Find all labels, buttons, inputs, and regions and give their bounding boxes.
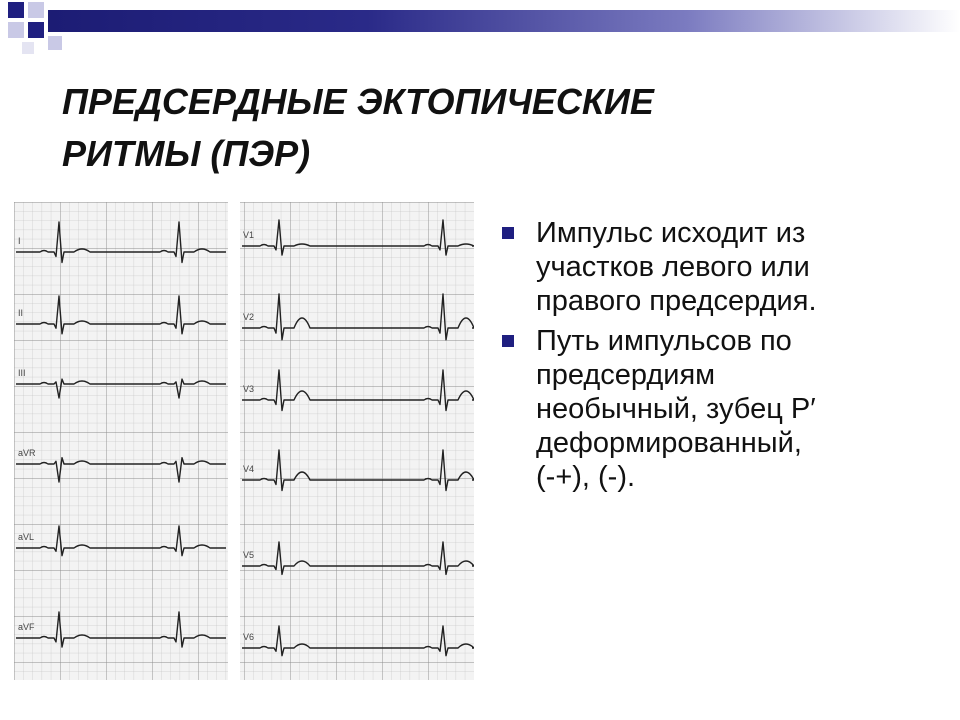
decor-square bbox=[8, 22, 24, 38]
decor-square bbox=[28, 2, 44, 18]
decor-square bbox=[22, 42, 34, 54]
ecg-lead-label: aVR bbox=[18, 448, 36, 458]
bullet-line: Импульс исходит из bbox=[536, 217, 806, 249]
ecg-lead-label: III bbox=[18, 368, 26, 378]
ecg-grid-left bbox=[14, 202, 228, 680]
bullet-line: необычный, зубец P′ bbox=[536, 393, 816, 425]
ecg-lead-label: V1 bbox=[243, 230, 255, 240]
decor-square bbox=[8, 2, 24, 18]
bullet-marker bbox=[502, 227, 514, 239]
ecg-lead-label: aVL bbox=[18, 532, 35, 542]
bullet-line: (-+), (-). bbox=[536, 461, 636, 493]
bullet-list bbox=[500, 216, 940, 500]
decor-square bbox=[28, 22, 44, 38]
ecg-grid-right bbox=[240, 202, 474, 680]
bullet-line: участков левого или bbox=[536, 251, 810, 283]
ecg-lead-label: V6 bbox=[243, 632, 255, 642]
slide-title-line: РИТМЫ (ПЭР) bbox=[62, 133, 311, 174]
bullet-line: предсердиям bbox=[536, 359, 716, 391]
ecg-strip-image bbox=[14, 202, 474, 680]
bullet-marker bbox=[502, 335, 514, 347]
header-gradient-bar bbox=[48, 10, 960, 32]
ecg-divider bbox=[228, 202, 240, 680]
bullet-line: деформированный, bbox=[536, 427, 802, 459]
bullet-line: Путь импульсов по bbox=[536, 325, 792, 357]
slide-title bbox=[62, 76, 822, 180]
ecg-lead-label: V4 bbox=[243, 464, 255, 474]
ecg-lead-label: V2 bbox=[243, 312, 255, 322]
header-decoration bbox=[0, 0, 960, 60]
ecg-lead-label: I bbox=[18, 236, 21, 246]
slide-title-line: ПРЕДСЕРДНЫЕ ЭКТОПИЧЕСКИЕ bbox=[62, 81, 654, 122]
decor-square bbox=[48, 36, 62, 50]
bullet-item bbox=[500, 324, 940, 494]
bullet-line: правого предсердия. bbox=[536, 285, 817, 317]
ecg-lead-label: II bbox=[18, 308, 24, 318]
ecg-lead-label: aVF bbox=[18, 622, 35, 632]
bullet-item bbox=[500, 216, 940, 318]
ecg-lead-label: V5 bbox=[243, 550, 255, 560]
ecg-lead-label: V3 bbox=[243, 384, 255, 394]
